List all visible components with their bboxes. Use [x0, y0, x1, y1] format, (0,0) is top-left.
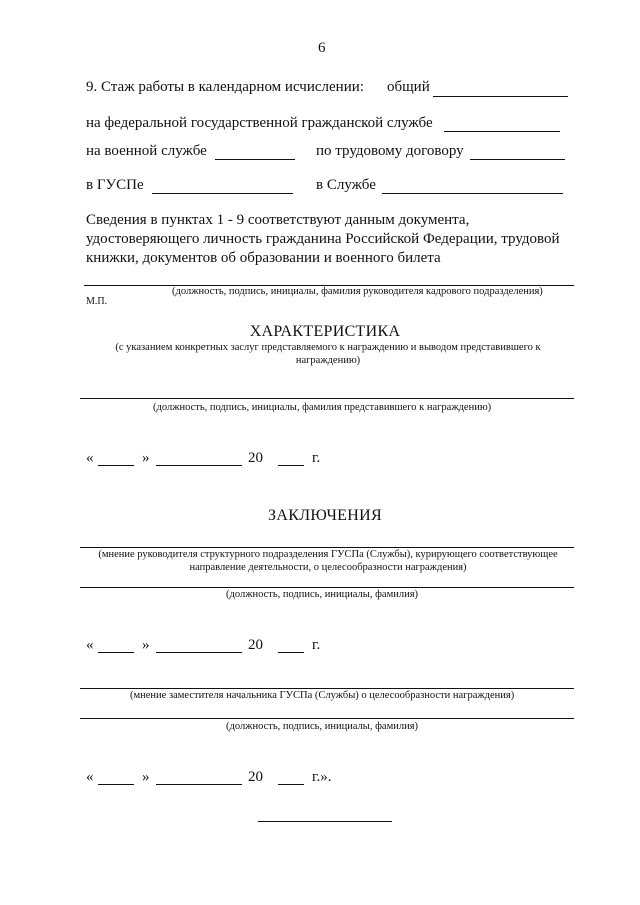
- date2-century: 20: [248, 637, 263, 653]
- date3-open-quote: «: [86, 769, 94, 785]
- date1-year-field[interactable]: [278, 465, 304, 466]
- characteristic-signer-caption: (должность, подпись, инициалы, фамилия представившего к награждению): [153, 402, 492, 413]
- civil-service-label: на федеральной государственной гражданской службе: [86, 115, 433, 131]
- stamp-label: М.П.: [86, 296, 108, 307]
- military-field[interactable]: [215, 159, 295, 160]
- date3-century: 20: [248, 769, 263, 785]
- date1-year-suffix: г.: [312, 450, 321, 466]
- deputy-signature-caption: (должность, подпись, инициалы, фамилия): [226, 721, 419, 732]
- hr-caption: (должность, подпись, инициалы, фамилия руководителя кадрового подразделения): [172, 286, 543, 297]
- date1-close-quote: »: [142, 450, 150, 466]
- date3-day-field[interactable]: [98, 784, 134, 785]
- section9-title: 9. Стаж работы в календарном исчислении:: [86, 79, 364, 95]
- date2-day-field[interactable]: [98, 652, 134, 653]
- head-signature-field[interactable]: [80, 587, 574, 588]
- deputy-signature-field[interactable]: [80, 718, 574, 719]
- characteristic-signature-field[interactable]: [80, 398, 574, 399]
- date2-year-field[interactable]: [278, 652, 304, 653]
- date3-month-field[interactable]: [156, 784, 242, 785]
- date1-century: 20: [248, 450, 263, 466]
- deputy-opinion-caption: (мнение заместителя начальника ГУСПа (Службы) о целесообразности награждения): [130, 690, 515, 701]
- military-label: на военной службе: [86, 143, 207, 159]
- deputy-opinion-field[interactable]: [80, 688, 574, 689]
- total-label: общий: [387, 79, 430, 95]
- date3-close-quote: »: [142, 769, 150, 785]
- total-field[interactable]: [433, 96, 568, 97]
- labor-contract-field[interactable]: [470, 159, 565, 160]
- date2-month-field[interactable]: [156, 652, 242, 653]
- characteristic-title: ХАРАКТЕРИСТИКА: [249, 323, 401, 340]
- date1-day-field[interactable]: [98, 465, 134, 466]
- date3-year-suffix: г.».: [312, 769, 332, 785]
- date2-close-quote: »: [142, 637, 150, 653]
- service-label: в Службе: [316, 177, 376, 193]
- date1-open-quote: «: [86, 450, 94, 466]
- labor-contract-label: по трудовому договору: [316, 143, 464, 159]
- page-number: 6: [318, 40, 326, 56]
- date3-year-field[interactable]: [278, 784, 304, 785]
- confirmation-text: Сведения в пунктах 1 - 9 соответствуют данным документа, удостоверяющего личность гражданина Российской Федерации, трудовой книжки, документов об образовании и военного билета: [86, 212, 560, 266]
- date2-year-suffix: г.: [312, 637, 321, 653]
- gusp-label: в ГУСПе: [86, 177, 144, 193]
- date1-month-field[interactable]: [156, 465, 242, 466]
- civil-service-field[interactable]: [444, 131, 560, 132]
- conclusions-title: ЗАКЛЮЧЕНИЯ: [268, 507, 382, 524]
- head-opinion-caption: (мнение руководителя структурного подразделения ГУСПа (Службы), курирующего соответствующее направление деятельности, о целесообразности награждения): [98, 549, 558, 573]
- gusp-field[interactable]: [152, 193, 293, 194]
- date2-open-quote: «: [86, 637, 94, 653]
- head-signature-caption: (должность, подпись, инициалы, фамилия): [226, 589, 419, 600]
- closing-divider: [258, 821, 392, 822]
- characteristic-subtitle: (с указанием конкретных заслуг представляемого к награждению и выводом представившего к награждению): [115, 342, 541, 366]
- service-field[interactable]: [382, 193, 563, 194]
